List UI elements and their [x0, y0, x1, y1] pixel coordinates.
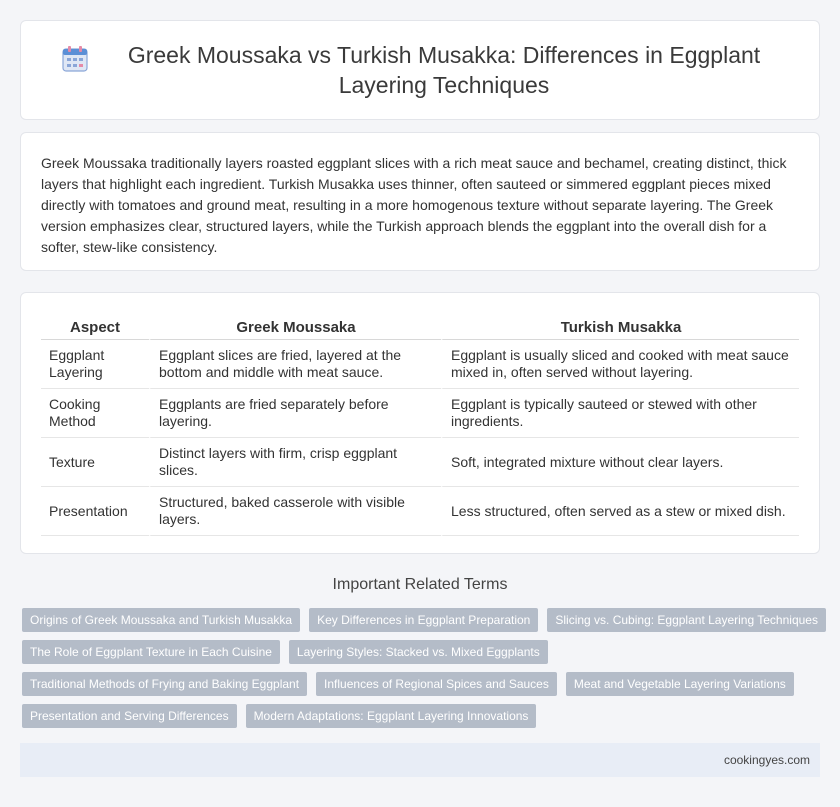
cell-turkish: Eggplant is usually sliced and cooked with meat sauce mixed in, often served without layering.	[441, 340, 799, 389]
cell-turkish: Less structured, often served as a stew or mixed dish.	[441, 487, 799, 536]
header-aspect: Aspect	[41, 313, 149, 340]
related-tag[interactable]: Modern Adaptations: Eggplant Layering Innovations	[246, 704, 537, 728]
comparison-table	[41, 313, 799, 536]
cell-aspect: Cooking Method	[41, 389, 149, 438]
footer	[20, 743, 820, 777]
tag-row	[22, 608, 822, 632]
related-tag[interactable]: Key Differences in Eggplant Preparation	[309, 608, 538, 632]
cell-aspect: Texture	[41, 438, 149, 487]
related-terms-title: Important Related Terms	[332, 576, 508, 593]
calendar-icon	[60, 44, 90, 74]
cell-aspect: Eggplant Layering	[41, 340, 149, 389]
title-wrap	[60, 40, 780, 100]
intro-card	[20, 132, 820, 271]
related-tag[interactable]: Presentation and Serving Differences	[22, 704, 237, 728]
title-card	[20, 20, 820, 120]
cell-turkish: Eggplant is typically sauteed or stewed with other ingredients.	[441, 389, 799, 438]
related-tag[interactable]: Slicing vs. Cubing: Eggplant Layering Techniques	[547, 608, 826, 632]
table-row	[41, 389, 799, 438]
table-row	[41, 438, 799, 487]
table-header-row	[41, 313, 799, 340]
table-row	[41, 340, 799, 389]
tag-row	[22, 704, 822, 728]
cell-greek: Eggplants are fried separately before layering.	[149, 389, 441, 438]
intro-paragraph: Greek Moussaka traditionally layers roasted eggplant slices with a rich meat sauce and bechamel, creating distinct, thick layers that highlight each ingredient. Turkish Musakka uses thinner, often sauteed or simmered eggplant pieces mixed directly with tomatoes and ground meat, resulting in a more homogenous texture without separate layering. The Greek version emphasizes clear, structured layers, while the Turkish approach blends the eggplant into the overall dish for a softer, stew-like consistency.	[41, 155, 787, 255]
related-tag[interactable]: The Role of Eggplant Texture in Each Cuisine	[22, 640, 280, 664]
tag-row	[22, 640, 822, 664]
related-tag[interactable]: Origins of Greek Moussaka and Turkish Musakka	[22, 608, 300, 632]
related-tags	[22, 608, 822, 736]
cell-greek: Structured, baked casserole with visible layers.	[149, 487, 441, 536]
cell-turkish: Soft, integrated mixture without clear layers.	[441, 438, 799, 487]
footer-site-link[interactable]: cookingyes.com	[723, 753, 810, 767]
page-title: Greek Moussaka vs Turkish Musakka: Differences in Eggplant Layering Techniques	[127, 42, 761, 98]
tag-row	[22, 672, 822, 696]
header-turkish: Turkish Musakka	[441, 313, 799, 340]
related-tag[interactable]: Influences of Regional Spices and Sauces	[316, 672, 557, 696]
cell-aspect: Presentation	[41, 487, 149, 536]
table-row	[41, 487, 799, 536]
cell-greek: Eggplant slices are fried, layered at the bottom and middle with meat sauce.	[149, 340, 441, 389]
cell-greek: Distinct layers with firm, crisp eggplant slices.	[149, 438, 441, 487]
comparison-table-card	[20, 292, 820, 554]
header-greek: Greek Moussaka	[149, 313, 441, 340]
related-tag[interactable]: Traditional Methods of Frying and Baking Eggplant	[22, 672, 307, 696]
related-tag[interactable]: Meat and Vegetable Layering Variations	[566, 672, 794, 696]
related-tag[interactable]: Layering Styles: Stacked vs. Mixed Eggplants	[289, 640, 548, 664]
